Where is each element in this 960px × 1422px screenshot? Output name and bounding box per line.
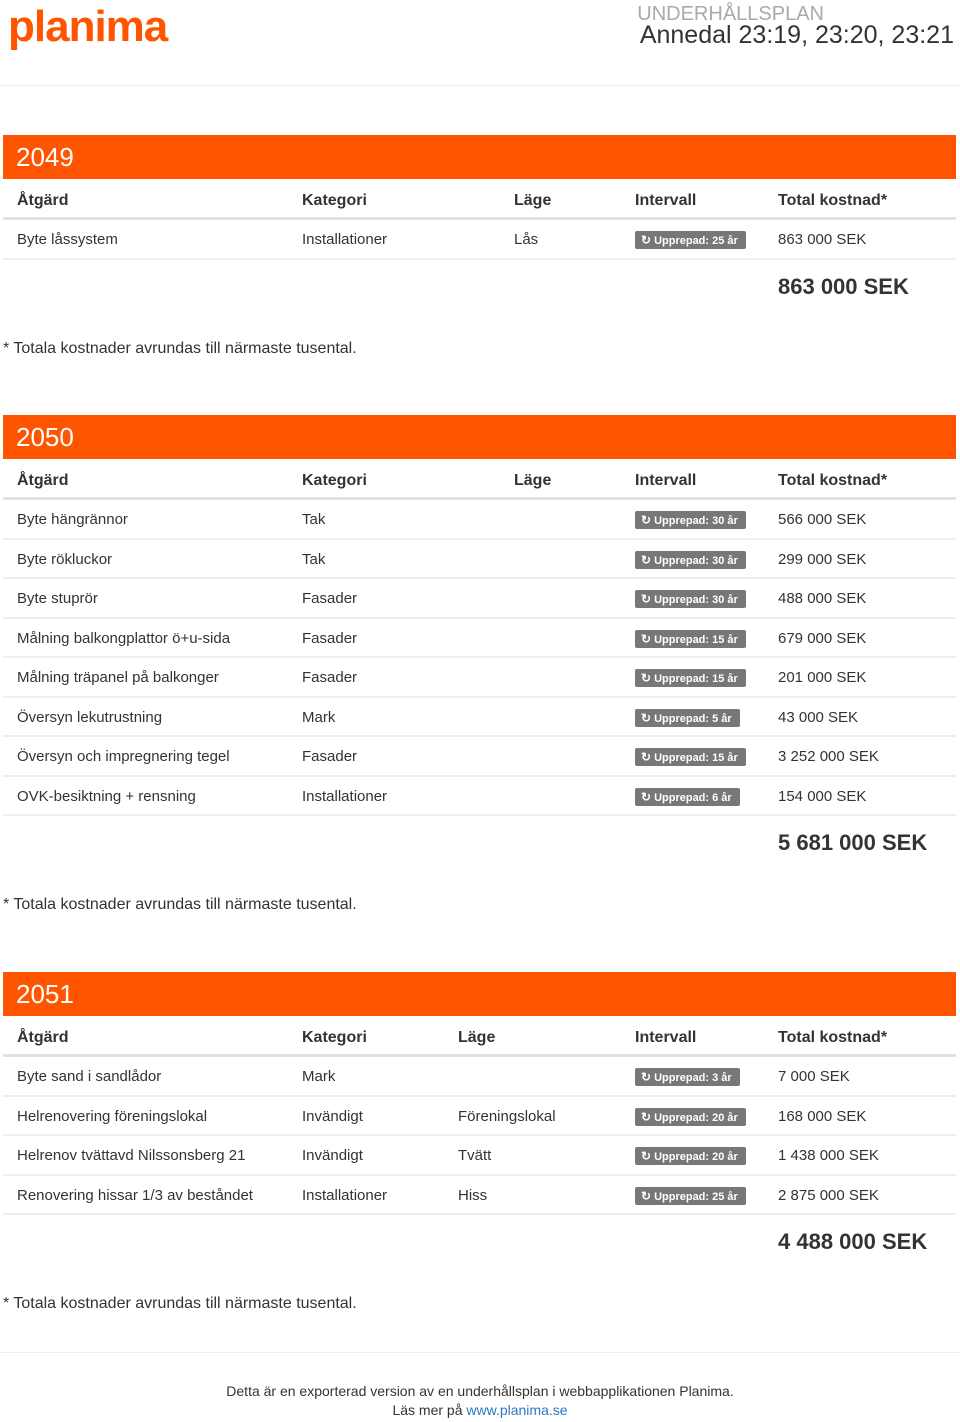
- section-total: [3, 1215, 956, 1270]
- year-heading: 2049: [3, 135, 956, 179]
- column-header-category: Kategori: [302, 192, 367, 209]
- row-category: Tak: [302, 511, 326, 528]
- section-total: [3, 816, 956, 871]
- table-row: [3, 658, 956, 698]
- row-location: Föreningslokal: [458, 1107, 556, 1125]
- table-row: [3, 698, 956, 738]
- row-category: Mark: [302, 708, 336, 726]
- row-cost: 201 000 SEK: [778, 669, 867, 686]
- refresh-icon: ↻: [641, 1109, 652, 1124]
- refresh-icon: ↻: [641, 750, 652, 764]
- row-category: Installationer: [302, 1186, 388, 1204]
- row-cost: 43 000 SEK: [778, 708, 859, 726]
- row-action: Byte sand i sandlådor: [17, 1068, 162, 1085]
- interval-text: Upprepad: 20 år: [654, 1151, 738, 1163]
- interval-text: Upprepad: 6 år: [654, 791, 732, 804]
- row-action: Målning balkongplattor ö+u-sida: [17, 629, 231, 647]
- row-action: Helrenovering föreningslokal: [17, 1107, 208, 1125]
- table-row: [3, 1176, 956, 1216]
- interval-text: Upprepad: 25 år: [654, 235, 738, 247]
- column-header-action: Åtgärd: [17, 1029, 69, 1046]
- row-category: Tak: [302, 550, 326, 568]
- refresh-icon: ↻: [641, 513, 652, 527]
- refresh-icon: ↻: [641, 552, 652, 567]
- table-row: [3, 540, 956, 580]
- table-row: [3, 1136, 956, 1176]
- footer-read-more-label: Läs mer på: [392, 1402, 463, 1418]
- interval-text: Upprepad: 30 år: [654, 594, 738, 606]
- table-row: [3, 737, 956, 777]
- interval-badge: [635, 590, 746, 608]
- interval-badge: [635, 630, 746, 648]
- page-footer: [0, 1352, 960, 1422]
- interval-text: Upprepad: 25 år: [654, 1190, 738, 1203]
- row-category: Mark: [302, 1068, 336, 1085]
- column-header-action: Åtgärd: [17, 472, 69, 489]
- refresh-icon: ↻: [641, 1149, 652, 1163]
- planima-website-link[interactable]: www.planima.se: [466, 1402, 568, 1418]
- row-cost: 679 000 SEK: [778, 629, 867, 647]
- row-cost: 154 000 SEK: [778, 787, 867, 805]
- row-category: Fasader: [302, 748, 358, 765]
- footer-export-note: Detta är en exporterad version av en underhållsplan i webbapplikationen Planima.: [226, 1383, 734, 1399]
- table-row: [3, 579, 956, 619]
- row-cost: 2 875 000 SEK: [778, 1186, 879, 1204]
- column-header-cost: Total kostnad*: [778, 192, 888, 209]
- row-location: Tvätt: [458, 1147, 492, 1164]
- row-category: Invändigt: [302, 1107, 363, 1125]
- column-header-cost: Total kostnad*: [778, 1029, 888, 1046]
- section-total-value: 5 681 000 SEK: [778, 830, 928, 855]
- interval-text: Upprepad: 15 år: [654, 633, 738, 646]
- interval-badge: [635, 511, 746, 529]
- column-header-category: Kategori: [302, 1029, 367, 1046]
- row-category: Fasader: [302, 590, 358, 607]
- column-header-action: Åtgärd: [17, 192, 69, 209]
- refresh-icon: ↻: [641, 789, 652, 804]
- row-category: Fasader: [302, 629, 358, 647]
- section-total-value: 863 000 SEK: [778, 273, 909, 299]
- column-header-interval: Intervall: [635, 472, 697, 489]
- footnote: * Totala kostnader avrundas till närmaste tusental.: [3, 340, 357, 357]
- refresh-icon: ↻: [641, 1070, 652, 1084]
- row-category: Installationer: [302, 231, 388, 248]
- row-action: Målning träpanel på balkonger: [17, 669, 219, 686]
- plan-title: Annedal 23:19, 23:20, 23:21: [639, 21, 954, 49]
- row-cost: 299 000 SEK: [778, 550, 867, 568]
- table-row: [3, 1097, 956, 1137]
- page-header: [0, 0, 960, 86]
- section-total-value: 4 488 000 SEK: [778, 1229, 928, 1254]
- interval-badge: [635, 1068, 740, 1086]
- row-cost: 7 000 SEK: [778, 1068, 850, 1085]
- refresh-icon: ↻: [641, 1188, 652, 1203]
- table-header: [3, 1016, 956, 1057]
- footer-read-more: [0, 1402, 960, 1418]
- interval-badge: [635, 748, 746, 766]
- column-header-interval: Intervall: [635, 192, 697, 209]
- interval-badge: [635, 551, 746, 569]
- table-row: [3, 1057, 956, 1097]
- row-category: Invändigt: [302, 1147, 363, 1164]
- interval-badge: [635, 788, 740, 806]
- row-category: Fasader: [302, 669, 358, 686]
- column-header-cost: Total kostnad*: [778, 472, 888, 489]
- column-header-interval: Intervall: [635, 1029, 697, 1046]
- refresh-icon: ↻: [641, 671, 652, 685]
- row-action: Översyn lekutrustning: [17, 708, 163, 726]
- row-cost: 168 000 SEK: [778, 1107, 867, 1125]
- row-action: Byte låssystem: [17, 231, 118, 248]
- footnote: * Totala kostnader avrundas till närmaste tusental.: [3, 896, 357, 913]
- table-header: [3, 459, 956, 500]
- interval-text: Upprepad: 5 år: [654, 712, 732, 725]
- interval-badge: [635, 1108, 746, 1126]
- interval-badge: [635, 231, 746, 249]
- refresh-icon: ↻: [641, 631, 652, 646]
- table-row: [3, 777, 956, 817]
- row-action: Renovering hissar 1/3 av beståndet: [17, 1186, 253, 1204]
- row-action: Byte stuprör: [17, 590, 98, 607]
- refresh-icon: ↻: [641, 233, 652, 247]
- row-cost: 488 000 SEK: [778, 590, 867, 607]
- column-header-location: Läge: [458, 1029, 496, 1046]
- column-header-location: Läge: [514, 472, 552, 489]
- year-heading: 2050: [3, 415, 956, 459]
- row-category: Installationer: [302, 787, 388, 805]
- row-location: Lås: [514, 231, 539, 248]
- table-row: [3, 500, 956, 540]
- column-header-location: Läge: [514, 192, 552, 209]
- row-action: Byte hängrännor: [17, 511, 128, 528]
- row-cost: 863 000 SEK: [778, 231, 867, 248]
- year-heading: 2051: [3, 972, 956, 1016]
- row-action: Byte rökluckor: [17, 550, 113, 568]
- row-action: Översyn och impregnering tegel: [17, 748, 230, 765]
- interval-badge: [635, 669, 746, 687]
- table-row: [3, 619, 956, 659]
- table-header: [3, 179, 956, 220]
- row-cost: 566 000 SEK: [778, 511, 867, 528]
- row-cost: 3 252 000 SEK: [778, 748, 879, 765]
- plan-subtitle: UNDERHÅLLSPLAN: [637, 3, 824, 25]
- interval-text: Upprepad: 30 år: [654, 554, 738, 567]
- interval-text: Upprepad: 15 år: [654, 673, 738, 685]
- year-section-2050: [3, 415, 956, 871]
- row-action: OVK-besiktning + rensning: [17, 787, 196, 805]
- row-action: Helrenov tvättavd Nilssonsberg 21: [17, 1147, 246, 1164]
- interval-text: Upprepad: 20 år: [654, 1111, 738, 1124]
- row-location: Hiss: [458, 1186, 488, 1204]
- row-cost: 1 438 000 SEK: [778, 1147, 879, 1164]
- footnote: * Totala kostnader avrundas till närmaste tusental.: [3, 1295, 357, 1312]
- refresh-icon: ↻: [641, 710, 652, 725]
- interval-text: Upprepad: 30 år: [654, 515, 738, 527]
- interval-badge: [635, 1147, 746, 1165]
- refresh-icon: ↻: [641, 592, 652, 606]
- column-header-category: Kategori: [302, 472, 367, 489]
- interval-badge: [635, 709, 740, 727]
- section-total: [3, 260, 956, 315]
- interval-text: Upprepad: 15 år: [654, 752, 738, 764]
- planima-logo: planima: [8, 2, 168, 51]
- year-section-2049: [3, 135, 956, 315]
- table-row: [3, 220, 956, 260]
- interval-text: Upprepad: 3 år: [654, 1072, 732, 1084]
- year-section-2051: [3, 972, 956, 1270]
- interval-badge: [635, 1187, 746, 1205]
